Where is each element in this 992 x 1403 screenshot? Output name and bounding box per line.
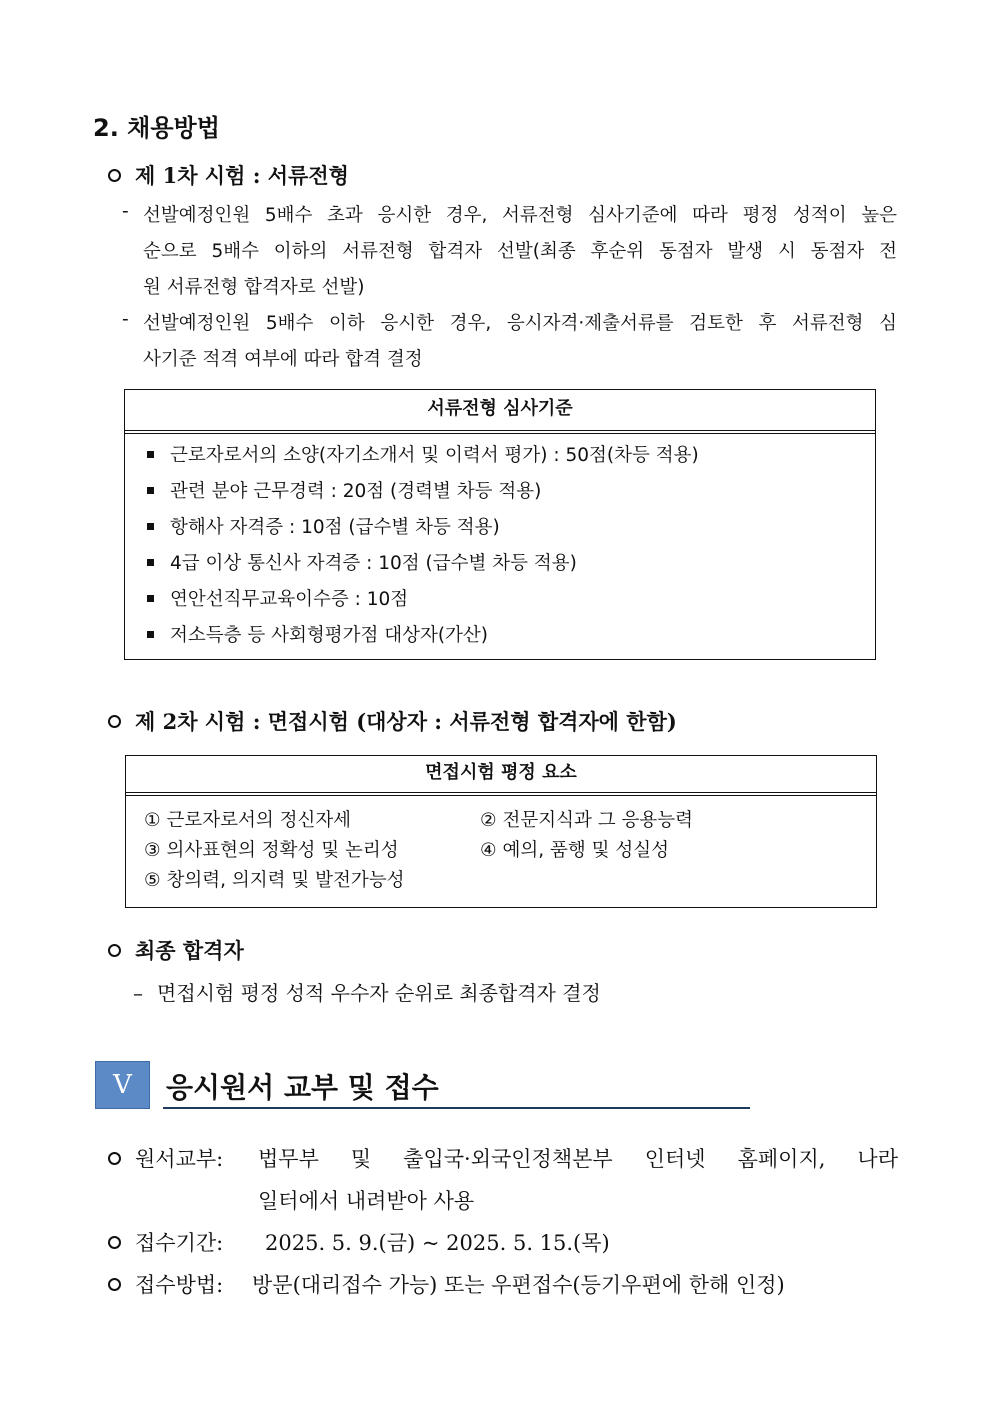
- black-square-icon: [147, 523, 154, 530]
- final-heading: [108, 935, 244, 965]
- criteria-box-header: 서류전형 심사기준: [125, 390, 875, 431]
- criteria-item-text: 연안선직무교육이수증 : 10점: [170, 589, 409, 610]
- criteria-item-text: 저소득층 등 사회형평가점 대상자(가산): [170, 625, 489, 646]
- eval-item: ④ 예의, 품행 및 성실성: [480, 840, 669, 861]
- black-square-icon: [147, 487, 154, 494]
- hollow-circle-icon: [108, 169, 121, 182]
- eval-item: ⑤ 창의력, 의지력 및 발전가능성: [144, 870, 405, 891]
- eval-item: ③ 의사표현의 정확성 및 논리성: [144, 840, 399, 861]
- item-label: 원서교부:: [135, 1147, 224, 1171]
- reception-period-value: 2025. 5. 9.(금) ~ 2025. 5. 15.(목): [265, 1231, 610, 1255]
- black-square-icon: [147, 595, 154, 602]
- interview-eval-header: 면접시험 평정 요소: [126, 756, 876, 793]
- black-square-icon: [147, 631, 154, 638]
- final-line-text: 면접시험 평정 성적 우수자 순위로 최종합격자 결정: [157, 981, 601, 1005]
- exam1-heading: [108, 160, 349, 190]
- black-square-icon: [147, 559, 154, 566]
- eval-item: ① 근로자로서의 정신자세: [144, 810, 352, 831]
- criteria-item: [147, 513, 500, 539]
- dash-marker: -: [122, 201, 129, 222]
- item-label: 접수방법:: [135, 1273, 224, 1297]
- exam1-bullet2-line2: 사기준 적격 여부에 따라 합격 결정: [143, 349, 423, 370]
- interview-eval-box: [125, 755, 877, 908]
- application-issue-line1: 법무부 및 출입국·외국인정책본부 인터넷 홈페이지, 나라: [258, 1147, 898, 1171]
- section-number-badge: V: [95, 1061, 150, 1109]
- criteria-item-text: 항해사 자격증 : 10점 (급수별 차등 적용): [170, 517, 500, 538]
- criteria-item: [147, 441, 699, 467]
- final-title: 최종 합격자: [135, 938, 244, 963]
- application-issue-line2: 일터에서 내려받아 사용: [258, 1189, 475, 1213]
- criteria-item: [147, 621, 488, 647]
- hollow-circle-icon: [108, 715, 121, 728]
- application-issue-item: [108, 1143, 223, 1173]
- reception-method-item: [108, 1269, 223, 1299]
- exam1-bullet1-line1: 선발예정인원 5배수 초과 응시한 경우, 서류전형 심사기준에 따라 평정 성적이 높은: [143, 205, 897, 226]
- section5-title: 응시원서 교부 및 접수: [166, 1071, 439, 1104]
- exam1-title: 제 1차 시험 : 서류전형: [135, 163, 349, 188]
- hollow-circle-icon: [108, 944, 121, 957]
- dash-marker: –: [133, 981, 143, 1005]
- header-divider: [126, 793, 876, 796]
- criteria-item-text: 관련 분야 근무경력 : 20점 (경력별 차등 적용): [170, 481, 542, 502]
- exam2-title: 제 2차 시험 : 면접시험 (대상자 : 서류전형 합격자에 한함): [135, 709, 677, 734]
- criteria-item: [147, 549, 577, 575]
- hollow-circle-icon: [108, 1236, 121, 1249]
- exam1-bullet2-line1: 선발예정인원 5배수 이하 응시한 경우, 응시자격·제출서류를 검토한 후 서류전형 심: [143, 313, 897, 334]
- section-title: 2. 채용방법: [93, 114, 220, 142]
- criteria-item: [147, 585, 408, 611]
- exam1-bullet1-line2: 순으로 5배수 이하의 서류전형 합격자 선발(최종 후순위 동점자 발생 시 동점자 전: [143, 241, 897, 262]
- hollow-circle-icon: [108, 1152, 121, 1165]
- eval-item: ② 전문지식과 그 응용능력: [480, 810, 693, 831]
- exam1-bullet1-line3: 원 서류전형 합격자로 선발): [143, 277, 365, 298]
- exam2-heading: [108, 706, 677, 736]
- hollow-circle-icon: [108, 1278, 121, 1291]
- criteria-item-text: 4급 이상 통신사 자격증 : 10점 (급수별 차등 적용): [170, 553, 577, 574]
- header-divider: [125, 431, 875, 434]
- reception-period-item: [108, 1227, 223, 1257]
- dash-marker: -: [122, 309, 129, 330]
- item-label: 접수기간:: [135, 1231, 224, 1255]
- criteria-item: [147, 477, 541, 503]
- final-line: [133, 977, 601, 1006]
- criteria-item-text: 근로자로서의 소양(자기소개서 및 이력서 평가) : 50점(차등 적용): [170, 445, 699, 466]
- reception-method-value: 방문(대리접수 가능) 또는 우편접수(등기우편에 한해 인정): [252, 1273, 785, 1297]
- criteria-box: [124, 389, 876, 660]
- section-underline: [163, 1107, 750, 1109]
- black-square-icon: [147, 451, 154, 458]
